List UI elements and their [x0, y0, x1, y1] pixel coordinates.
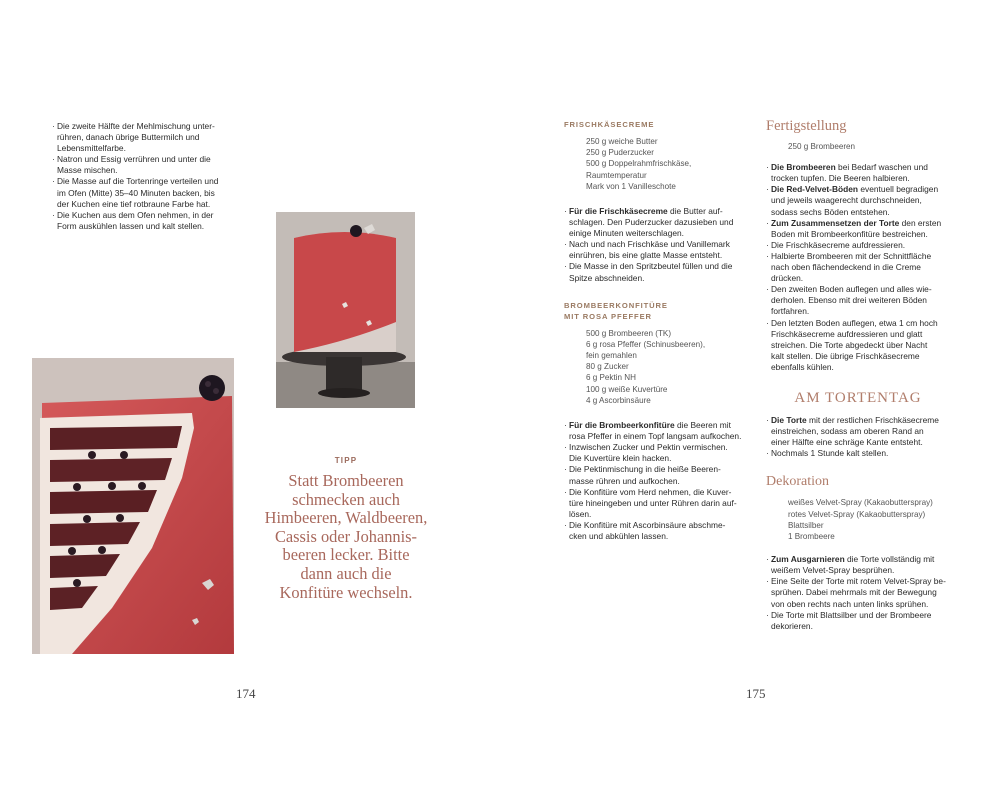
tip-label: TIPP — [334, 456, 358, 465]
step-keyword: Für die Brombeerkonfitüre — [569, 420, 675, 431]
step-item: · Die Kuchen aus dem Ofen nehmen, in der Form auskühlen lassen und kalt stellen. — [52, 210, 237, 232]
right-page-column-2 — [766, 117, 950, 632]
ingredient-item: 1 Brombeere — [788, 531, 835, 541]
step-item: · Die Brombeeren bei Bedarf waschen und trocken tupfen. Die Beeren halbieren. — [766, 162, 950, 184]
brombeerkonfituere-steps — [564, 420, 744, 542]
step-item: · Zum Ausgarnieren die Torte vollständig mit weißem Velvet-Spray besprühen. — [766, 554, 950, 576]
ingredient-item: 250 g Brombeeren — [788, 142, 856, 151]
tip-text: Statt Brombeeren schmecken auch Himbeeren, Waldbeeren, Cassis oder Johannis- beeren lecker. Bitte dann auch die Konfitüre wechseln. — [264, 471, 428, 602]
step-keyword: Die Torte — [771, 414, 807, 425]
ingredient-item: 100 g weiße Kuvertüre — [586, 384, 668, 394]
page-number-left: 174 — [236, 686, 256, 701]
step-item: · Die Red-Velvet-Böden eventuell begradigen und jeweils waagerecht durchschneiden, sodass sechs Böden entstehen. — [766, 184, 950, 217]
step-item: · Zum Zusammensetzen der Torte den ersten Boden mit Brombeerkonfitüre bestreichen. — [766, 218, 950, 240]
cake-slice-illustration — [32, 358, 234, 654]
step-item: · Halbierte Brombeeren mit der Schnittfläche nach oben flächendeckend in die Creme drücken. — [766, 251, 950, 284]
step-item: · Die Torte mit Blattsilber und der Brombeere dekorieren. — [766, 610, 950, 632]
step-keyword: Die Brombeeren — [771, 162, 836, 173]
ingredient-item: 80 g Zucker — [586, 362, 629, 372]
cake-whole-illustration — [276, 212, 415, 408]
step-keyword: Die Red-Velvet-Böden — [771, 184, 859, 195]
frischkaesecreme-ingredients — [564, 136, 744, 192]
step-item: · Die Konfitüre vom Herd nehmen, die Kuver- türe hineingeben und unter Rühren darin auf- lösen. — [564, 487, 744, 520]
step-item: · Die Masse in den Spritzbeutel füllen und die Spitze abschneiden. — [564, 261, 744, 283]
ingredient-item: 4 g Ascorbinsäure — [586, 395, 651, 405]
step-item: · Für die Brombeerkonfitüre die Beeren mit rosa Pfeffer in einem Topf langsam aufkochen. — [564, 420, 744, 442]
step-item: · Die Konfitüre mit Ascorbinsäure abschme- cken und abkühlen lassen. — [564, 520, 744, 542]
step-item: · Nochmals 1 Stunde kalt stellen. — [766, 448, 950, 459]
ingredient-item: 500 g Brombeeren (TK) — [586, 328, 672, 338]
am-tortentag-steps — [766, 415, 950, 459]
step-item: · Die zweite Hälfte der Mehlmischung unter- rühren, danach übrige Buttermilch und Lebensmittelfarbe. — [52, 121, 237, 154]
step-item: · Natron und Essig verrühren und unter die Masse mischen. — [52, 154, 237, 176]
step-item: · Die Frischkäsecreme aufdressieren. — [766, 240, 950, 251]
fertigstellung-steps — [766, 162, 950, 373]
ingredient-item: 6 g rosa Pfeffer (Schinusbeeren), fein gemahlen — [586, 339, 706, 361]
step-item: · Für die Frischkäsecreme die Butter auf- schlagen. Den Puderzucker dazusieben und einige Minuten weiterschlagen. — [564, 206, 744, 239]
dekoration-ingredients — [766, 497, 950, 542]
step-item: · Den zweiten Boden auflegen und alles wie- derholen. Ebenso mit drei weiteren Böden fortfahren. — [766, 284, 950, 317]
ingredient-item: Mark von 1 Vanilleschote — [586, 181, 676, 191]
step-item: · Die Torte mit der restlichen Frischkäsecreme einstreichen, sodass am oberen Rand an einer Hälfte eine schräge Kante entsteht. — [766, 415, 950, 448]
brombeerkonfituere-ingredients — [564, 328, 744, 406]
am-tortentag-heading: AM TORTENTAG — [794, 389, 922, 406]
step-item: · Inzwischen Zucker und Pektin vermischen. Die Kuvertüre klein hacken. — [564, 442, 744, 464]
step-item: · Nach und nach Frischkäse und Vanillemark einrühren, bis eine glatte Masse entsteht. — [564, 239, 744, 261]
page-number-right: 175 — [746, 686, 766, 701]
brombeerkonfituere-heading: BROMBEERKONFITÜRE MIT ROSA PFEFFER — [564, 300, 668, 321]
step-keyword: Zum Ausgarnieren — [771, 554, 845, 565]
ingredient-item: Blattsilber — [788, 520, 824, 530]
right-page-column-1 — [564, 119, 744, 542]
ingredient-item: weißes Velvet-Spray (Kakaobutterspray) — [788, 498, 933, 508]
ingredient-item: 250 g Puderzucker — [586, 148, 654, 158]
step-item: · Den letzten Boden auflegen, etwa 1 cm hoch Frischkäsecreme aufdressieren und glatt streichen. Die Torte abgedeckt über Nacht kalt stellen. Die übrige Frischkäsecreme ebenfalls kühlen. — [766, 318, 950, 373]
fertigstellung-heading: Fertigstellung — [766, 118, 847, 134]
step-keyword: Für die Frischkäsecreme — [569, 206, 668, 217]
ingredient-item: rotes Velvet-Spray (Kakaobutterspray) — [788, 509, 926, 519]
frischkaesecreme-steps — [564, 206, 744, 284]
left-steps-list — [52, 121, 237, 232]
dekoration-steps — [766, 554, 950, 632]
cake-slice-photo — [32, 358, 234, 654]
ingredient-item: 250 g weiche Butter — [586, 137, 658, 146]
frischkaesecreme-heading: FRISCHKÄSECREME — [564, 120, 655, 129]
ingredient-item: 500 g Doppelrahmfrischkäse, Raumtemperatur — [586, 159, 692, 180]
step-item: · Die Pektinmischung in die heiße Beeren- masse rühren und aufkochen. — [564, 464, 744, 486]
step-item: · Die Masse auf die Tortenringe verteilen und im Ofen (Mitte) 35–40 Minuten backen, bis der Kuchen eine tief rotbraune Farbe hat. — [52, 176, 237, 209]
cake-whole-photo — [276, 212, 415, 408]
step-item: · Eine Seite der Torte mit rotem Velvet-Spray be- sprühen. Dabei mehrmals mit der Bewegung von oben rechts nach unten links sprühen. — [766, 576, 950, 609]
dekoration-heading: Dekoration — [766, 474, 829, 490]
fertigstellung-ingredients — [766, 141, 950, 152]
ingredient-item: 6 g Pektin NH — [586, 373, 636, 383]
step-keyword: Zum Zusammensetzen der Torte — [771, 217, 900, 228]
